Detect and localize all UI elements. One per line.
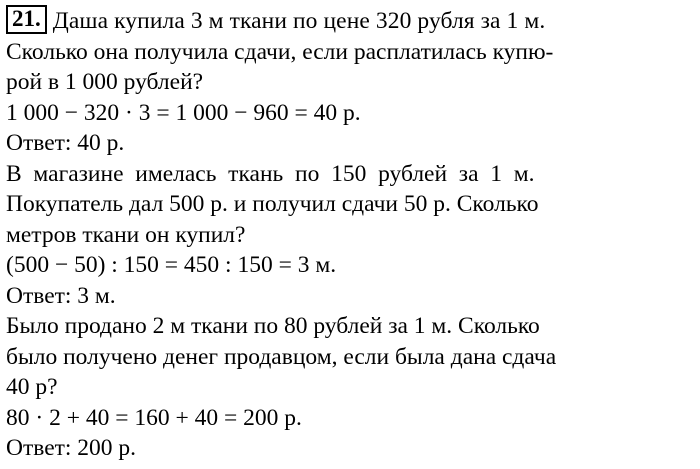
solution-expression-2: (500 − 50) : 150 = 450 : 150 = 3 м. (6, 252, 337, 278)
task-line-8: было получено денег продавцом, если была дана сдача (6, 343, 557, 370)
solution-expression-3: 80 · 2 + 40 = 160 + 40 = 200 р. (6, 404, 302, 431)
task-line-7: Было продано 2 м ткани по 80 рублей за 1 м. Сколько (6, 313, 540, 339)
answer-3: Ответ: 200 р. (6, 435, 137, 461)
task-line-4: В магазине имелась ткань по 150 рублей за 1 м. (6, 160, 535, 187)
task-line-3: рой в 1 000 рублей? (6, 69, 204, 95)
solution-expression-1: 1 000 − 320 · 3 = 1 000 − 960 = 40 р. (6, 99, 361, 126)
task-line-1: Даша купила 3 м ткани по цене 320 рубля за 1 м. (52, 8, 546, 34)
task-number-badge: 21. (6, 5, 47, 34)
task-first-line (6, 6, 692, 37)
answer-1: Ответ: 40 р. (6, 130, 125, 156)
task-line-9: 40 р? (6, 374, 58, 400)
task-line-5: Покупатель дал 500 р. и получил сдачи 50 р. Сколько (6, 191, 539, 217)
task-line-6: метров ткани он купил? (6, 221, 246, 248)
answer-2: Ответ: 3 м. (6, 282, 116, 309)
task-line-2: Сколько она получила сдачи, если расплатилась купю- (6, 38, 554, 65)
